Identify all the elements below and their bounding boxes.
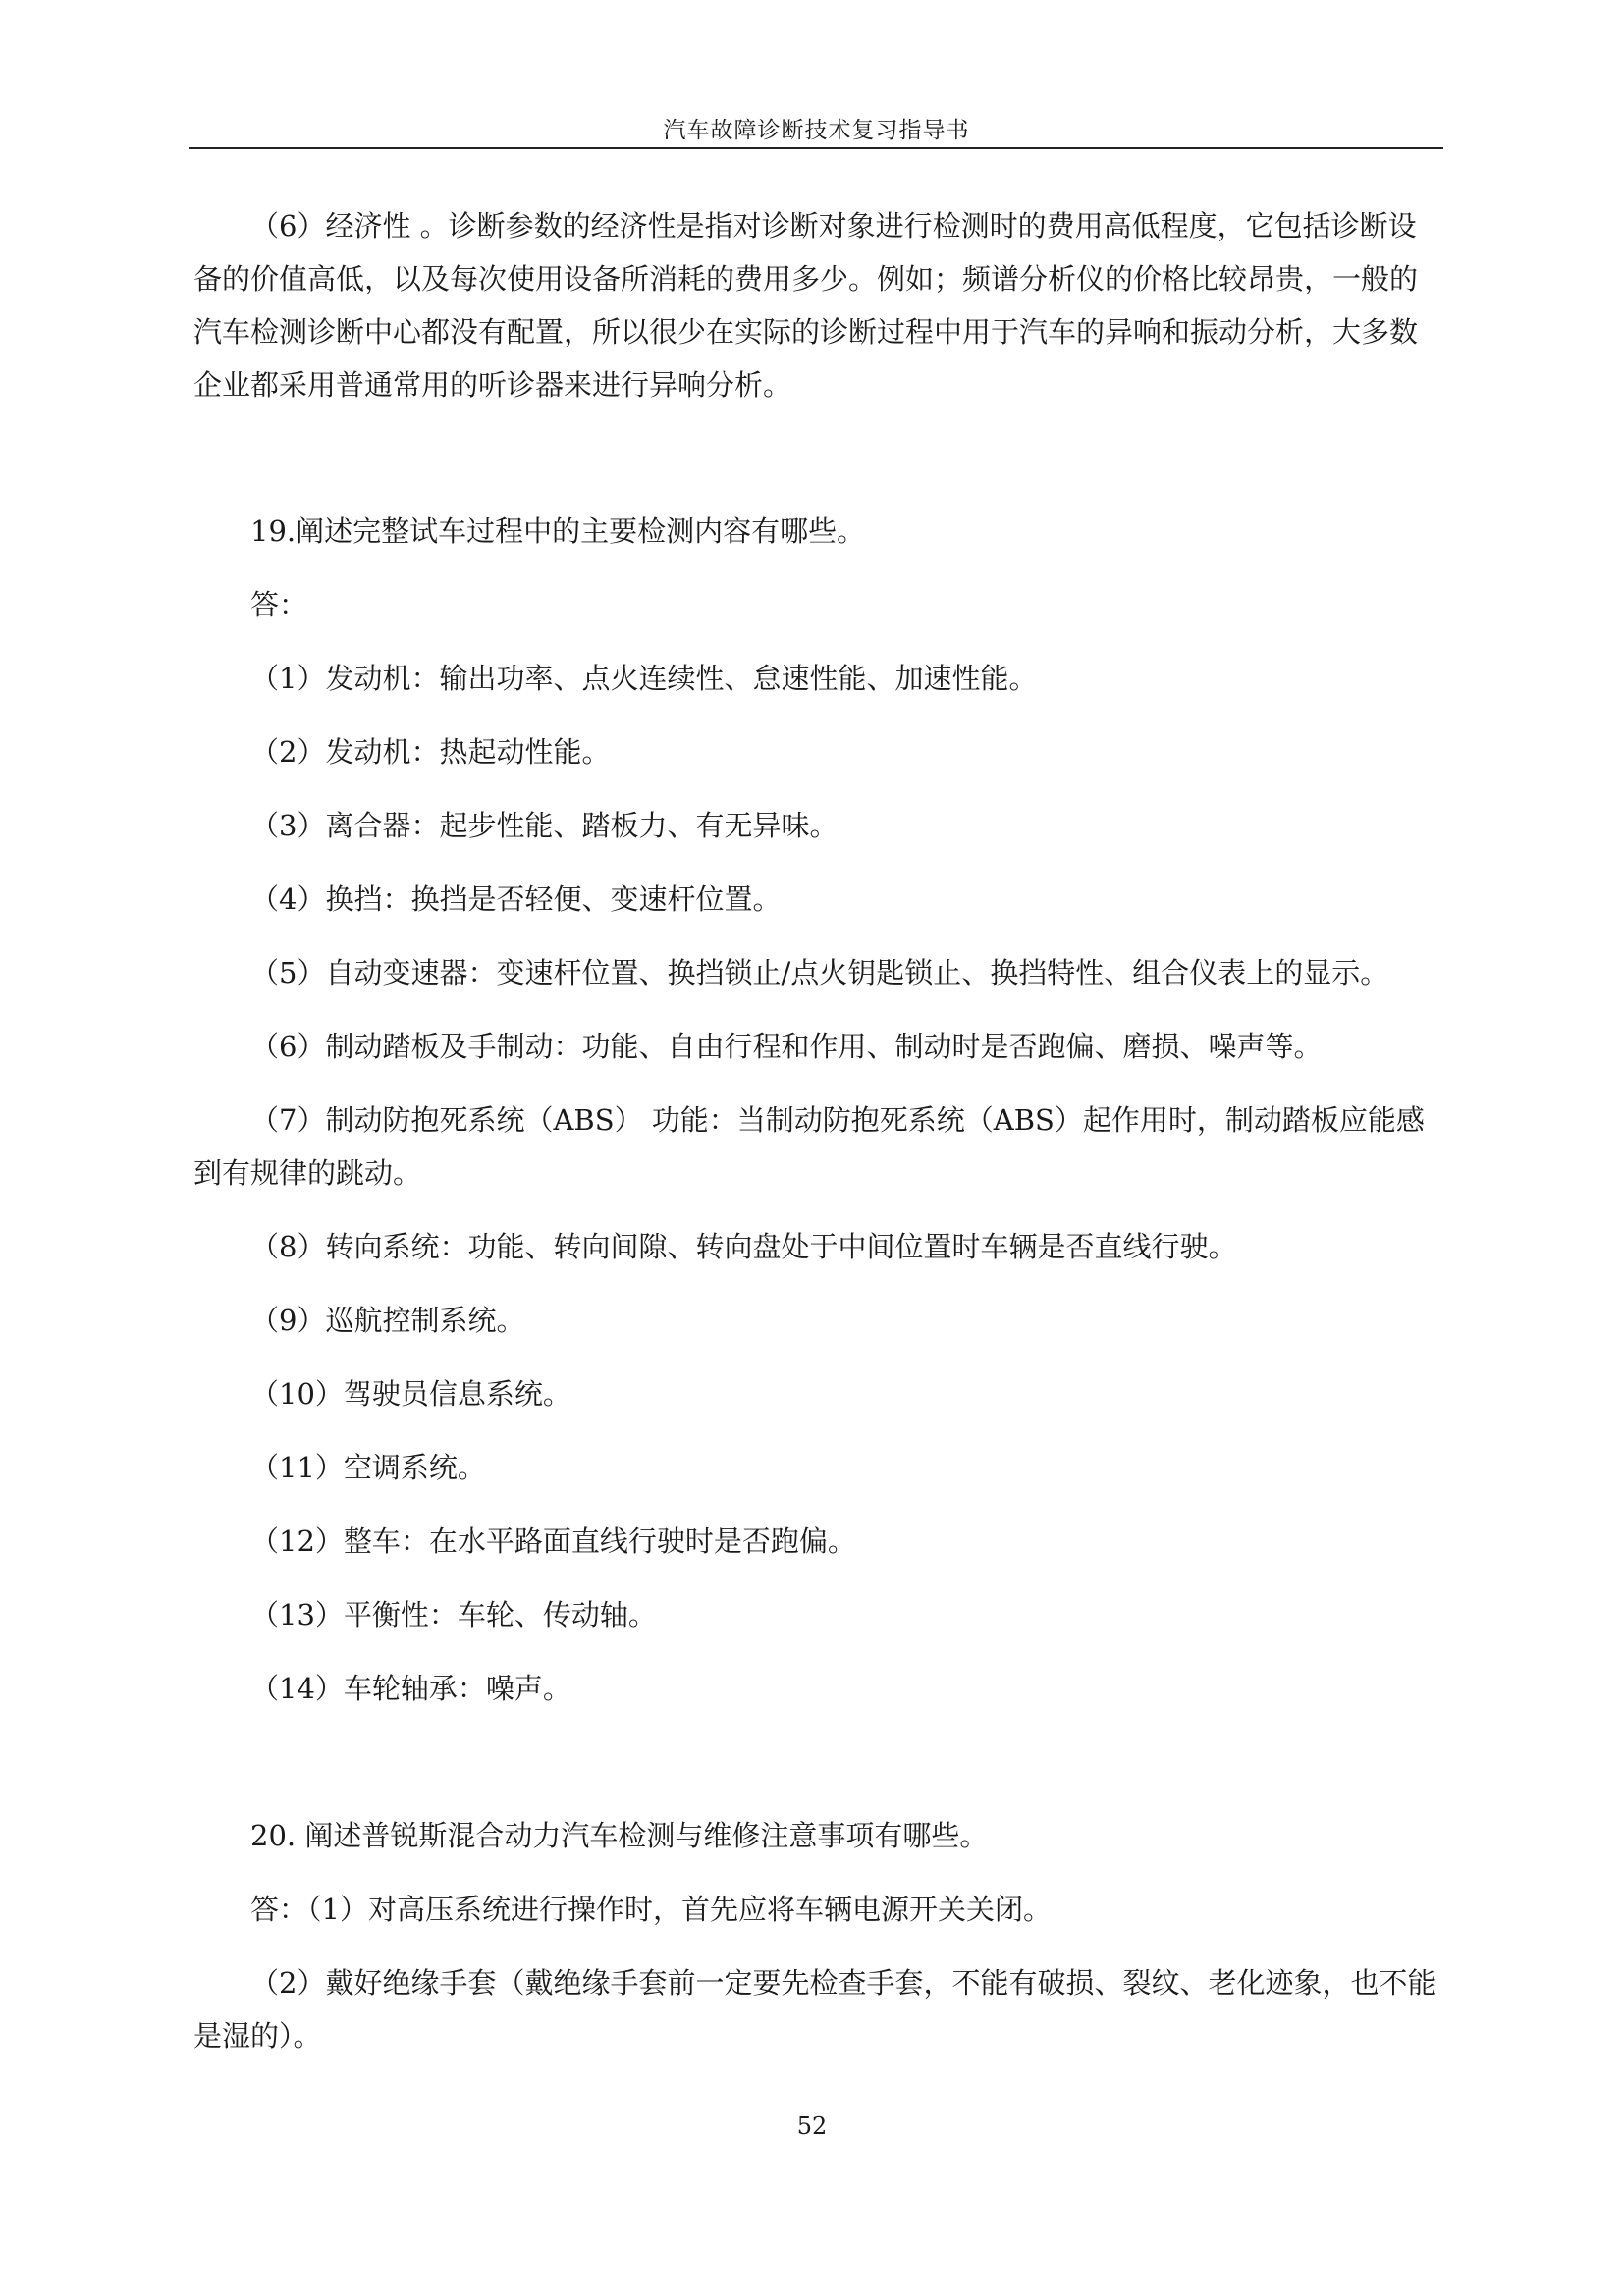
running-header: 汽车故障诊断技术复习指导书 <box>663 118 970 143</box>
header-rule <box>189 147 1443 149</box>
page-content <box>193 199 1443 2062</box>
list-item: （1）发动机：输出功率、点火连续性、怠速性能、加速性能。 <box>250 662 1038 695</box>
list-item: （2）发动机：热起动性能。 <box>250 735 611 769</box>
list-item: （12）整车：在水平路面直线行驶时是否跑偏。 <box>250 1524 856 1558</box>
page-number: 52 <box>796 2112 828 2140</box>
section-gap <box>193 1735 1443 1809</box>
list-item: （13）平衡性：车轮、传动轴。 <box>250 1598 657 1631</box>
list-item: （8）转向系统：功能、转向间隙、转向盘处于中间位置时车辆是否直线行驶。 <box>250 1230 1237 1263</box>
list-item: （14）车轮轴承：噪声。 <box>250 1672 571 1705</box>
question-20: 20. 阐述普锐斯混合动力汽车检测与维修注意事项有哪些。 <box>250 1819 989 1852</box>
intro-paragraph: （6）经济性 。诊断参数的经济性是指对诊断对象进行检测时的费用高低程度，它包括诊断设备的价值高低，以及每次使用设备所消耗的费用多少。例如；频谱分析仪的价格比较昂贵，一般的汽车检测诊断中心都没有配置，所以很少在实际的诊断过程中用于汽车的异响和振动分析，大多数企业都采用普通常用的听诊器来进行异响分析。 <box>193 209 1419 401</box>
list-item: （10）驾驶员信息系统。 <box>250 1377 571 1411</box>
list-item: （7）制动防抱死系统（ABS） 功能：当制动防抱死系统（ABS）起作用时，制动踏板应能感到有规律的跳动。 <box>193 1103 1425 1190</box>
answer-label-19: 答： <box>250 588 308 621</box>
list-item: （3）离合器：起步性能、踏板力、有无异味。 <box>250 809 839 842</box>
list-item: （11）空调系统。 <box>250 1451 486 1484</box>
list-item: （4）换挡：换挡是否轻便、变速杆位置。 <box>250 882 782 916</box>
section-gap <box>193 411 1443 505</box>
list-item: （5）自动变速器：变速杆位置、换挡锁止/点火钥匙锁止、换挡特性、组合仪表上的显示。 <box>250 956 1389 989</box>
question-19: 19.阐述完整试车过程中的主要检测内容有哪些。 <box>250 514 866 548</box>
list-item: （9）巡航控制系统。 <box>250 1304 525 1337</box>
list-item: （2）戴好绝缘手套（戴绝缘手套前一定要先检查手套，不能有破损、裂纹、老化迹象，也不能是湿的）。 <box>193 1966 1436 2053</box>
list-item: 答：（1）对高压系统进行操作时，首先应将车辆电源开关关闭。 <box>250 1893 1052 1926</box>
list-item: （6）制动踏板及手制动：功能、自由行程和作用、制动时是否跑偏、磨损、噪声等。 <box>250 1030 1323 1063</box>
